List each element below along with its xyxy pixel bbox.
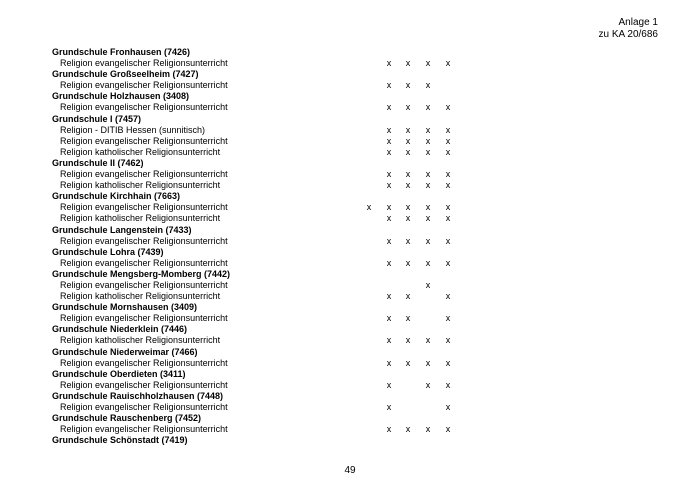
school-row bbox=[52, 91, 472, 102]
mark-cell: x bbox=[386, 80, 392, 91]
subject-name: Religion katholischer Religionsunterricht bbox=[60, 291, 221, 302]
school-row bbox=[52, 413, 472, 424]
school-row bbox=[52, 302, 472, 313]
mark-cell: x bbox=[445, 379, 451, 390]
mark-cell: x bbox=[405, 335, 411, 346]
subject-row bbox=[52, 335, 472, 346]
subject-row bbox=[52, 280, 472, 291]
mark-cell: x bbox=[405, 213, 411, 224]
subject-row bbox=[52, 424, 472, 435]
mark-cell: x bbox=[386, 379, 392, 390]
mark-cell: x bbox=[386, 357, 392, 368]
mark-cell: x bbox=[386, 102, 392, 113]
mark-cell: x bbox=[366, 202, 372, 213]
school-row bbox=[52, 324, 472, 335]
mark-cell: x bbox=[405, 357, 411, 368]
subject-name: Religion evangelischer Religionsunterricht bbox=[60, 279, 228, 290]
mark-cell: x bbox=[445, 202, 451, 213]
mark-cell: x bbox=[386, 169, 392, 180]
mark-cell: x bbox=[425, 135, 431, 146]
subject-name: Religion katholischer Religionsunterricht bbox=[60, 213, 221, 224]
school-name: Grundschule Mengsberg-Momberg (7442) bbox=[52, 268, 231, 279]
reference-label: zu KA 20/686 bbox=[598, 29, 658, 40]
page-header bbox=[599, 17, 659, 41]
mark-cell: x bbox=[425, 357, 431, 368]
subject-name: Religion evangelischer Religionsunterricht bbox=[60, 135, 228, 146]
mark-cell: x bbox=[405, 257, 411, 268]
subject-row bbox=[52, 202, 472, 213]
mark-cell: x bbox=[425, 424, 431, 435]
subject-row bbox=[52, 402, 472, 413]
school-row bbox=[52, 114, 472, 125]
mark-cell: x bbox=[405, 235, 411, 246]
mark-cell: x bbox=[405, 58, 411, 69]
mark-cell: x bbox=[445, 135, 451, 146]
school-name: Grundschule Langenstein (7433) bbox=[52, 224, 192, 235]
mark-cell: x bbox=[386, 402, 392, 412]
mark-cell: x bbox=[425, 279, 431, 290]
mark-cell: x bbox=[445, 335, 451, 346]
school-name: Grundschule Niederklein (7446) bbox=[52, 324, 188, 335]
mark-cell: x bbox=[405, 313, 411, 324]
subject-name: Religion katholischer Religionsunterricht bbox=[60, 180, 221, 191]
subject-name: Religion evangelischer Religionsunterricht bbox=[60, 202, 228, 213]
mark-cell: x bbox=[425, 102, 431, 113]
subject-name: Religion evangelischer Religionsunterricht bbox=[60, 80, 228, 91]
mark-cell: x bbox=[386, 257, 392, 268]
mark-cell: x bbox=[445, 424, 451, 435]
mark-cell: x bbox=[425, 58, 431, 69]
school-name: Grundschule Schönstadt (7419) bbox=[52, 435, 188, 446]
subject-row bbox=[52, 58, 472, 69]
school-name: Grundschule Fronhausen (7426) bbox=[52, 47, 191, 57]
mark-cell: x bbox=[425, 169, 431, 180]
mark-cell: x bbox=[386, 135, 392, 146]
mark-cell: x bbox=[425, 213, 431, 224]
mark-cell: x bbox=[386, 213, 392, 224]
school-name: Grundschule Großseelheim (7427) bbox=[52, 69, 199, 80]
mark-cell: x bbox=[405, 102, 411, 113]
school-row bbox=[52, 435, 472, 446]
school-name: Grundschule Niederweimar (7466) bbox=[52, 346, 198, 357]
school-name: Grundschule Lohra (7439) bbox=[52, 246, 164, 257]
subject-name: Religion evangelischer Religionsunterricht bbox=[60, 379, 228, 390]
mark-cell: x bbox=[386, 235, 392, 246]
mark-cell: x bbox=[445, 313, 451, 324]
subject-row bbox=[52, 80, 472, 91]
mark-cell: x bbox=[386, 313, 392, 324]
school-row bbox=[52, 369, 472, 380]
subject-name: Religion - DITIB Hessen (sunnitisch) bbox=[60, 124, 206, 135]
subject-name: Religion evangelischer Religionsunterricht bbox=[60, 424, 228, 435]
mark-cell: x bbox=[425, 202, 431, 213]
mark-cell: x bbox=[405, 180, 411, 191]
mark-cell: x bbox=[445, 124, 451, 135]
school-name: Grundschule Mornshausen (3409) bbox=[52, 302, 198, 313]
school-row bbox=[52, 225, 472, 236]
mark-cell: x bbox=[425, 124, 431, 135]
mark-cell: x bbox=[425, 180, 431, 191]
subject-name: Religion evangelischer Religionsunterricht bbox=[60, 313, 228, 324]
mark-cell: x bbox=[405, 135, 411, 146]
mark-cell: x bbox=[425, 235, 431, 246]
subject-row bbox=[52, 236, 472, 247]
mark-cell: x bbox=[386, 291, 392, 302]
mark-cell: x bbox=[425, 335, 431, 346]
mark-cell: x bbox=[386, 124, 392, 135]
subject-row bbox=[52, 358, 472, 369]
mark-cell: x bbox=[425, 146, 431, 157]
mark-cell: x bbox=[445, 58, 451, 69]
mark-cell: x bbox=[386, 424, 392, 435]
school-name: Grundschule Rauschenberg (7452) bbox=[52, 413, 202, 424]
subject-row bbox=[52, 102, 472, 113]
school-row bbox=[52, 391, 472, 402]
mark-cell: x bbox=[425, 257, 431, 268]
mark-cell: x bbox=[445, 257, 451, 268]
mark-cell: x bbox=[405, 80, 411, 91]
mark-cell: x bbox=[405, 202, 411, 213]
subject-row bbox=[52, 136, 472, 147]
mark-cell: x bbox=[445, 291, 451, 302]
school-row bbox=[52, 158, 472, 169]
mark-cell: x bbox=[386, 335, 392, 346]
school-name: Grundschule II (7462) bbox=[52, 157, 144, 168]
school-name: Grundschule Oberdieten (3411) bbox=[52, 368, 186, 379]
attachment-label: Anlage 1 bbox=[618, 17, 658, 28]
subject-name: Religion evangelischer Religionsunterricht bbox=[60, 357, 228, 368]
subject-row bbox=[52, 291, 472, 302]
mark-cell: x bbox=[445, 402, 451, 412]
mark-cell: x bbox=[386, 202, 392, 213]
mark-cell: x bbox=[445, 357, 451, 368]
school-row bbox=[52, 347, 472, 358]
subject-row bbox=[52, 258, 472, 269]
subject-name: Religion evangelischer Religionsunterricht bbox=[60, 169, 228, 180]
school-row bbox=[52, 47, 472, 58]
school-name: Grundschule Kirchhain (7663) bbox=[52, 191, 181, 202]
subject-row bbox=[52, 125, 472, 136]
subject-name: Religion evangelischer Religionsunterricht bbox=[60, 102, 228, 113]
mark-cell: x bbox=[386, 180, 392, 191]
mark-cell: x bbox=[405, 424, 411, 435]
mark-cell: x bbox=[445, 213, 451, 224]
subject-name: Religion evangelischer Religionsunterricht bbox=[60, 402, 228, 412]
subject-row bbox=[52, 380, 472, 391]
subject-row bbox=[52, 313, 472, 324]
mark-cell: x bbox=[445, 146, 451, 157]
mark-cell: x bbox=[445, 180, 451, 191]
mark-cell: x bbox=[386, 58, 392, 69]
school-row bbox=[52, 247, 472, 258]
school-name: Grundschule I (7457) bbox=[52, 113, 142, 124]
subject-row bbox=[52, 213, 472, 224]
school-row bbox=[52, 269, 472, 280]
subject-name: Religion katholischer Religionsunterricht bbox=[60, 335, 221, 346]
school-table bbox=[52, 47, 472, 446]
school-name: Grundschule Rauischholzhausen (7448) bbox=[52, 390, 224, 401]
mark-cell: x bbox=[405, 146, 411, 157]
mark-cell: x bbox=[425, 80, 431, 91]
school-row bbox=[52, 191, 472, 202]
school-row bbox=[52, 69, 472, 80]
subject-name: Religion evangelischer Religionsunterricht bbox=[60, 235, 228, 246]
mark-cell: x bbox=[445, 235, 451, 246]
subject-row bbox=[52, 180, 472, 191]
subject-name: Religion evangelischer Religionsunterricht bbox=[60, 58, 228, 69]
page-number: 49 bbox=[344, 465, 356, 476]
school-name: Grundschule Holzhausen (3408) bbox=[52, 91, 190, 102]
subject-row bbox=[52, 169, 472, 180]
mark-cell: x bbox=[445, 102, 451, 113]
mark-cell: x bbox=[445, 169, 451, 180]
mark-cell: x bbox=[425, 379, 431, 390]
subject-name: Religion evangelischer Religionsunterricht bbox=[60, 257, 228, 268]
mark-cell: x bbox=[386, 146, 392, 157]
mark-cell: x bbox=[405, 124, 411, 135]
subject-row bbox=[52, 147, 472, 158]
subject-name: Religion katholischer Religionsunterricht bbox=[60, 146, 221, 157]
mark-cell: x bbox=[405, 291, 411, 302]
mark-cell: x bbox=[405, 169, 411, 180]
